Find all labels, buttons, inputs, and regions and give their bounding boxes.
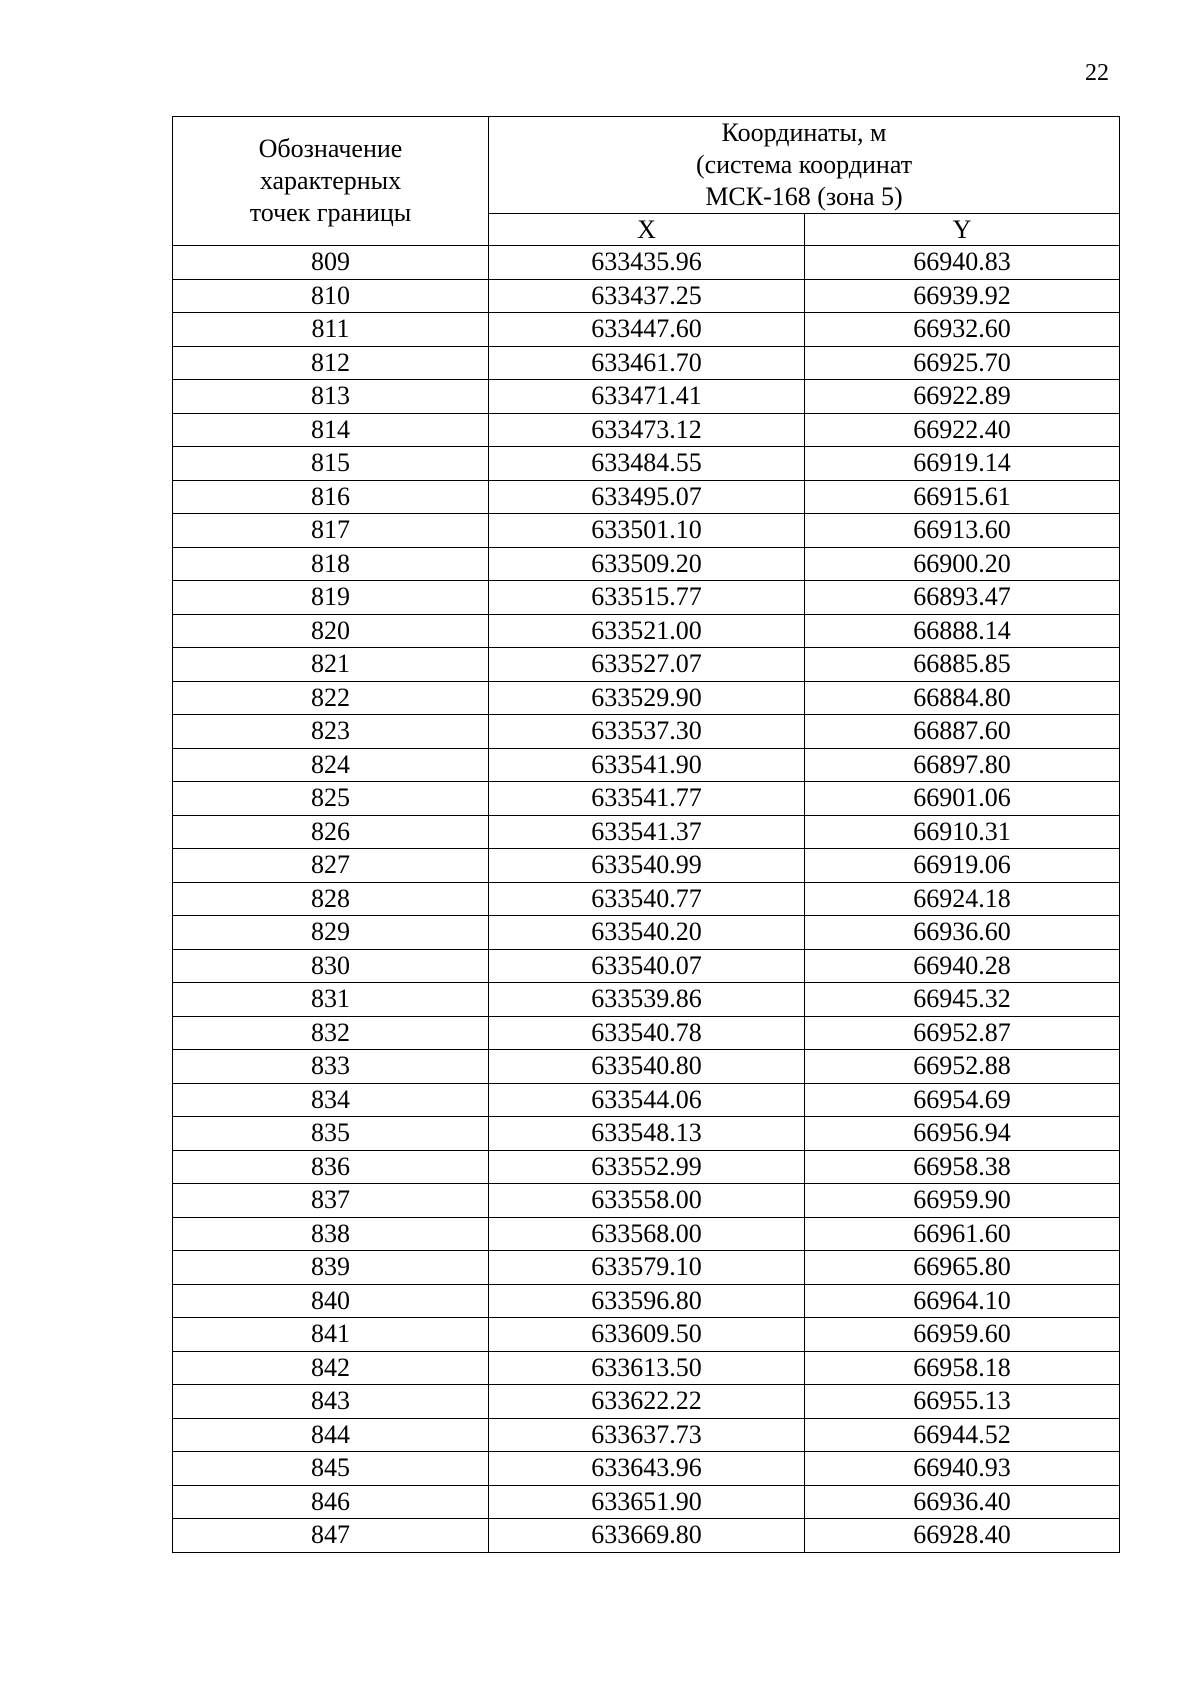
x-cell: 633643.96 (489, 1452, 805, 1486)
table-body (173, 246, 1120, 1553)
y-cell: 66893.47 (805, 581, 1120, 615)
x-cell: 633609.50 (489, 1318, 805, 1352)
point-cell: 810 (173, 279, 489, 313)
point-cell: 824 (173, 748, 489, 782)
table-row (173, 1318, 1120, 1352)
x-cell: 633515.77 (489, 581, 805, 615)
point-cell: 817 (173, 514, 489, 548)
y-cell: 66954.69 (805, 1083, 1120, 1117)
x-cell: 633471.41 (489, 380, 805, 414)
x-cell: 633541.37 (489, 815, 805, 849)
table-row (173, 1519, 1120, 1553)
point-cell: 846 (173, 1485, 489, 1519)
x-cell: 633539.86 (489, 983, 805, 1017)
point-cell: 829 (173, 916, 489, 950)
y-cell: 66940.28 (805, 949, 1120, 983)
x-cell: 633501.10 (489, 514, 805, 548)
x-cell: 633540.20 (489, 916, 805, 950)
table-row (173, 715, 1120, 749)
table-row (173, 983, 1120, 1017)
y-cell: 66919.14 (805, 447, 1120, 481)
y-cell: 66952.88 (805, 1050, 1120, 1084)
table-row (173, 1217, 1120, 1251)
x-cell: 633461.70 (489, 346, 805, 380)
point-cell: 811 (173, 313, 489, 347)
x-cell: 633527.07 (489, 648, 805, 682)
point-label-line: Обозначение (258, 134, 403, 163)
x-cell: 633437.25 (489, 279, 805, 313)
table-row (173, 1351, 1120, 1385)
table-row (173, 346, 1120, 380)
point-cell: 828 (173, 882, 489, 916)
point-cell: 833 (173, 1050, 489, 1084)
x-cell: 633484.55 (489, 447, 805, 481)
table-row (173, 1485, 1120, 1519)
y-cell: 66919.06 (805, 849, 1120, 883)
x-column-header: X (489, 214, 805, 246)
y-cell: 66959.60 (805, 1318, 1120, 1352)
table-row (173, 1150, 1120, 1184)
y-cell: 66887.60 (805, 715, 1120, 749)
y-cell: 66958.38 (805, 1150, 1120, 1184)
table-row (173, 614, 1120, 648)
table-row (173, 547, 1120, 581)
x-cell: 633552.99 (489, 1150, 805, 1184)
table-row (173, 1251, 1120, 1285)
x-cell: 633473.12 (489, 413, 805, 447)
y-cell: 66952.87 (805, 1016, 1120, 1050)
table-row (173, 916, 1120, 950)
x-cell: 633540.07 (489, 949, 805, 983)
y-cell: 66932.60 (805, 313, 1120, 347)
point-cell: 841 (173, 1318, 489, 1352)
table-row (173, 748, 1120, 782)
y-cell: 66884.80 (805, 681, 1120, 715)
coords-label-line: (система координат (695, 150, 913, 179)
y-cell: 66965.80 (805, 1251, 1120, 1285)
x-cell: 633540.80 (489, 1050, 805, 1084)
table-row (173, 581, 1120, 615)
x-cell: 633521.00 (489, 614, 805, 648)
table-row (173, 849, 1120, 883)
point-cell: 819 (173, 581, 489, 615)
point-cell: 842 (173, 1351, 489, 1385)
table-row (173, 1016, 1120, 1050)
table-row (173, 514, 1120, 548)
point-cell: 838 (173, 1217, 489, 1251)
y-cell: 66964.10 (805, 1284, 1120, 1318)
table-row (173, 380, 1120, 414)
y-cell: 66915.61 (805, 480, 1120, 514)
table-row (173, 279, 1120, 313)
y-cell: 66939.92 (805, 279, 1120, 313)
x-cell: 633495.07 (489, 480, 805, 514)
x-cell: 633568.00 (489, 1217, 805, 1251)
table-row (173, 413, 1120, 447)
y-cell: 66885.85 (805, 648, 1120, 682)
y-cell: 66940.83 (805, 246, 1120, 280)
table-row (173, 1452, 1120, 1486)
point-cell: 827 (173, 849, 489, 883)
table-row (173, 246, 1120, 280)
y-cell: 66936.60 (805, 916, 1120, 950)
point-label-line: характерных (259, 166, 402, 195)
table-row (173, 882, 1120, 916)
table-row (173, 815, 1120, 849)
table-row (173, 313, 1120, 347)
y-cell: 66901.06 (805, 782, 1120, 816)
table-row (173, 1184, 1120, 1218)
point-cell: 825 (173, 782, 489, 816)
y-cell: 66958.18 (805, 1351, 1120, 1385)
y-cell: 66959.90 (805, 1184, 1120, 1218)
y-cell: 66922.89 (805, 380, 1120, 414)
point-cell: 845 (173, 1452, 489, 1486)
x-cell: 633541.90 (489, 748, 805, 782)
point-cell: 826 (173, 815, 489, 849)
y-cell: 66922.40 (805, 413, 1120, 447)
x-cell: 633579.10 (489, 1251, 805, 1285)
point-cell: 832 (173, 1016, 489, 1050)
x-cell: 633544.06 (489, 1083, 805, 1117)
y-column-header: Y (805, 214, 1120, 246)
x-cell: 633613.50 (489, 1351, 805, 1385)
table-row (173, 1418, 1120, 1452)
table-row (173, 1050, 1120, 1084)
y-cell: 66913.60 (805, 514, 1120, 548)
table-row (173, 949, 1120, 983)
point-cell: 836 (173, 1150, 489, 1184)
table-header (173, 117, 1120, 246)
x-cell: 633651.90 (489, 1485, 805, 1519)
y-cell: 66956.94 (805, 1117, 1120, 1151)
x-cell: 633622.22 (489, 1385, 805, 1419)
point-cell: 843 (173, 1385, 489, 1419)
table-row (173, 1385, 1120, 1419)
table-row (173, 480, 1120, 514)
table-row (173, 1284, 1120, 1318)
y-cell: 66928.40 (805, 1519, 1120, 1553)
x-cell: 633537.30 (489, 715, 805, 749)
y-cell: 66961.60 (805, 1217, 1120, 1251)
point-cell: 812 (173, 346, 489, 380)
point-cell: 821 (173, 648, 489, 682)
point-cell: 844 (173, 1418, 489, 1452)
point-cell: 840 (173, 1284, 489, 1318)
point-cell: 834 (173, 1083, 489, 1117)
x-cell: 633637.73 (489, 1418, 805, 1452)
x-cell: 633540.77 (489, 882, 805, 916)
point-label-line: точек границы (249, 198, 412, 227)
y-cell: 66955.13 (805, 1385, 1120, 1419)
table-row (173, 648, 1120, 682)
y-cell: 66910.31 (805, 815, 1120, 849)
x-cell: 633447.60 (489, 313, 805, 347)
x-cell: 633435.96 (489, 246, 805, 280)
coords-label-line: Координаты, м (721, 118, 887, 147)
y-cell: 66900.20 (805, 547, 1120, 581)
table-row (173, 681, 1120, 715)
x-cell: 633529.90 (489, 681, 805, 715)
x-cell: 633541.77 (489, 782, 805, 816)
point-designation-header (173, 117, 489, 246)
table-row (173, 1083, 1120, 1117)
point-cell: 813 (173, 380, 489, 414)
y-cell: 66945.32 (805, 983, 1120, 1017)
y-cell: 66940.93 (805, 1452, 1120, 1486)
point-cell: 809 (173, 246, 489, 280)
x-cell: 633548.13 (489, 1117, 805, 1151)
point-cell: 839 (173, 1251, 489, 1285)
y-cell: 66888.14 (805, 614, 1120, 648)
y-cell: 66897.80 (805, 748, 1120, 782)
point-cell: 830 (173, 949, 489, 983)
table-row (173, 1117, 1120, 1151)
point-cell: 814 (173, 413, 489, 447)
page-number: 22 (1085, 60, 1109, 86)
point-cell: 822 (173, 681, 489, 715)
coordinates-table (172, 116, 1120, 1553)
point-cell: 815 (173, 447, 489, 481)
table-row (173, 447, 1120, 481)
x-cell: 633509.20 (489, 547, 805, 581)
point-cell: 837 (173, 1184, 489, 1218)
x-cell: 633540.78 (489, 1016, 805, 1050)
point-cell: 835 (173, 1117, 489, 1151)
point-cell: 816 (173, 480, 489, 514)
y-cell: 66944.52 (805, 1418, 1120, 1452)
point-cell: 820 (173, 614, 489, 648)
point-cell: 847 (173, 1519, 489, 1553)
point-cell: 823 (173, 715, 489, 749)
y-cell: 66925.70 (805, 346, 1120, 380)
coords-label-line: МСК-168 (зона 5) (705, 182, 903, 211)
y-cell: 66936.40 (805, 1485, 1120, 1519)
x-cell: 633669.80 (489, 1519, 805, 1553)
x-cell: 633558.00 (489, 1184, 805, 1218)
point-cell: 818 (173, 547, 489, 581)
point-cell: 831 (173, 983, 489, 1017)
x-cell: 633540.99 (489, 849, 805, 883)
coordinates-header (489, 117, 1120, 214)
x-cell: 633596.80 (489, 1284, 805, 1318)
table-row (173, 782, 1120, 816)
y-cell: 66924.18 (805, 882, 1120, 916)
